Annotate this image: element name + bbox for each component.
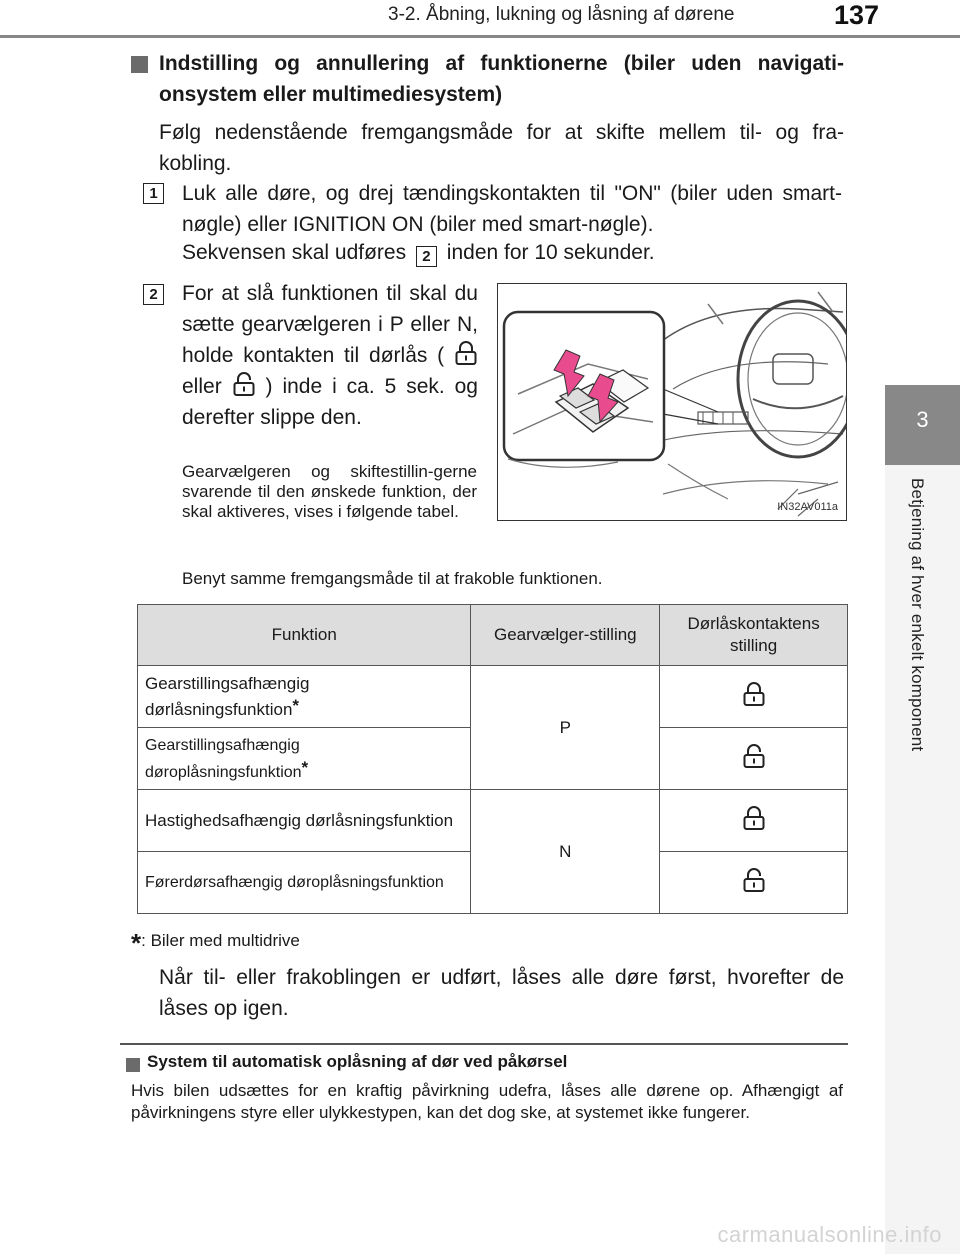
table-cell-function (138, 666, 471, 728)
info-text: Hvis bilen udsættes for en kraftig påvirkning udefra, låses alle dørene op. Afhængigt af påvirkningens styre eller ulykkestypen, kan det dog ske, at systemet ikke fungerer. (131, 1081, 843, 1122)
header-rule (0, 35, 960, 38)
function-table (137, 604, 848, 914)
function-name: Hastighedsafhængig dørlåsningsfunktion (145, 810, 454, 830)
info-heading: System til automatisk oplåsning af dør ved påkørsel (147, 1052, 568, 1071)
step-1-sequence-post: inden for 10 sekunder. (446, 241, 655, 264)
step-2-note: Gearvælgeren og skiftestillin-gerne svarende til den ønskede funktion, der skal aktiveres, vises i følgende tabel. (182, 462, 477, 521)
dashboard-drawing (498, 284, 847, 521)
table-row (138, 666, 848, 728)
lock-open-icon (742, 743, 766, 769)
step-2-text (182, 278, 478, 433)
section-heading: Indstilling og annullering af funktionerne (biler uden navigati-onsystem eller multimediesystem) (159, 52, 844, 106)
lock-open-icon (742, 867, 766, 893)
section-divider (120, 1043, 848, 1045)
page-number: 137 (834, 0, 880, 30)
lock-open-icon (232, 371, 256, 397)
footnote-star: * (292, 695, 300, 715)
table-cell-function (138, 728, 471, 790)
step-2-badge: 2 (143, 284, 164, 305)
table-cell-lock (660, 728, 848, 790)
step-2-text-part3: ) inde i ca. 5 sek. og derefter slippe den. (182, 375, 478, 429)
footnote-text: : Biler med multidrive (141, 931, 300, 950)
table-header-function: Funktion (138, 605, 471, 666)
table-cell-gear-n: N (471, 790, 660, 914)
table-cell-gear-p: P (471, 666, 660, 790)
function-name: Førerdørsafhængig døroplåsningsfunktion (145, 874, 444, 891)
intro-paragraph: Følg nedenstående fremgangsmåde for at skifte mellem til- og fra-kobling. (159, 121, 844, 175)
closing-paragraph: Når til- eller frakoblingen er udført, låses alle døre først, hvorefter de låses op igen. (159, 966, 844, 1020)
step-2-text-part1: For at slå funktionen til skal du sætte gearvælgeren i P eller N, holde kontakten til dørlås ( (182, 282, 478, 367)
door-lock-switch-illustration (497, 283, 847, 521)
step-1-text: Luk alle døre, og drej tændingskontakten til "ON" (biler uden smart-nøgle) eller IGNITION ON (biler med smart-nøgle). (182, 182, 842, 236)
table-cell-lock (660, 666, 848, 728)
table-cell-lock (660, 790, 848, 852)
step-1-sequence-pre: Sekvensen skal udføres (182, 241, 407, 264)
step-1-sequence (182, 237, 842, 268)
section-header-title: 3-2. Åbning, lukning og låsning af dørene (388, 4, 735, 25)
step-1-badge: 1 (143, 183, 164, 204)
figure-label: IN32AV011a (777, 501, 838, 513)
table-header-row (138, 605, 848, 666)
table-cell-lock (660, 852, 848, 914)
lock-closed-icon (742, 681, 766, 707)
lock-closed-icon (454, 340, 478, 366)
footnote-star: * (301, 757, 309, 777)
table-row (138, 790, 848, 852)
table-header-gear: Gearvælger-stilling (471, 605, 660, 666)
lock-closed-icon (742, 805, 766, 831)
table-header-lock-switch: Dørlåskontaktens stilling (660, 605, 848, 666)
chapter-number: 3 (916, 407, 929, 432)
table-cell-function (138, 790, 471, 852)
chapter-label: Betjening af hver enkelt komponent (908, 478, 927, 752)
step-2-ref-badge: 2 (416, 246, 437, 267)
function-name: Gearstillingsafhængig døroplåsningsfunktion (145, 736, 302, 781)
table-cell-function (138, 852, 471, 914)
heading-square-icon (131, 56, 148, 73)
footnote-symbol: * (131, 928, 142, 958)
step-2-text-part2: eller (182, 375, 222, 398)
function-name: Gearstillingsafhængig dørlåsningsfunktion (145, 673, 310, 719)
step-2-disable-note: Benyt samme fremgangsmåde til at frakoble funktionen. (182, 569, 603, 588)
info-square-icon (126, 1058, 140, 1072)
watermark: carmanualsonline.info (717, 1222, 942, 1247)
footnote (131, 928, 300, 959)
